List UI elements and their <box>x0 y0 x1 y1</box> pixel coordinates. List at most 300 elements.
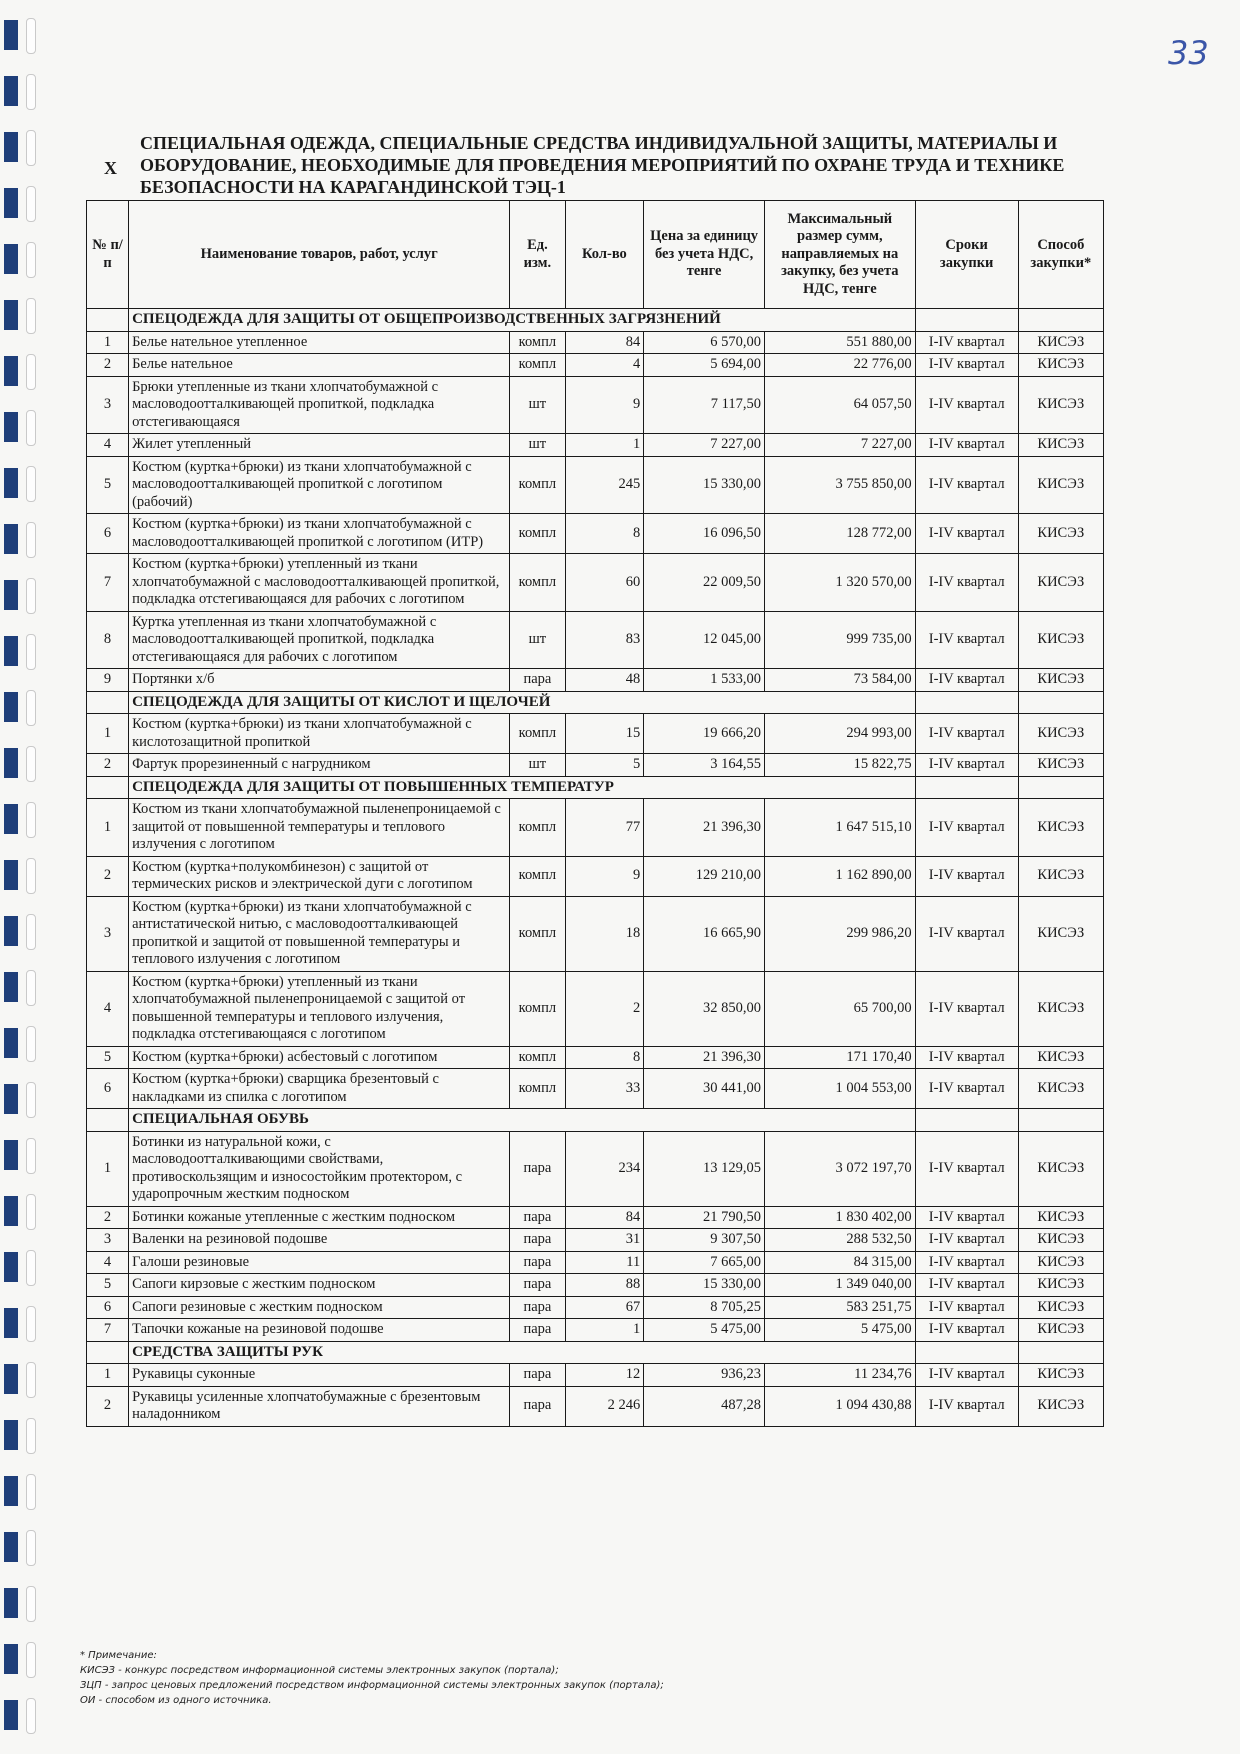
cell-num: 5 <box>87 1274 129 1297</box>
cell-total: 1 830 402,00 <box>764 1206 915 1229</box>
binding-hole <box>26 1306 36 1342</box>
binding-ring <box>4 804 18 834</box>
cell-name: Рукавицы суконные <box>129 1364 510 1387</box>
table-header-row <box>87 201 1104 309</box>
cell-period: I-IV квартал <box>915 434 1018 457</box>
header-period: Сроки закупки <box>915 201 1018 309</box>
cell-name: Костюм (куртка+брюки) из ткани хлопчатобумажной с масловодоотталкивающей пропиткой с логотипом (ИТР) <box>129 514 510 554</box>
cell-total: 999 735,00 <box>764 611 915 669</box>
table-row <box>87 376 1104 434</box>
cell-total: 65 700,00 <box>764 971 915 1046</box>
cell-qty: 84 <box>565 1206 644 1229</box>
cell-total: 551 880,00 <box>764 331 915 354</box>
cell-period: I-IV квартал <box>915 331 1018 354</box>
cell-price: 30 441,00 <box>644 1069 765 1109</box>
header-method: Способ закупки* <box>1018 201 1103 309</box>
binding-hole <box>26 1474 36 1510</box>
binding-ring <box>4 132 18 162</box>
cell-period: I-IV квартал <box>915 554 1018 612</box>
cell-price: 5 694,00 <box>644 354 765 377</box>
cell-period: I-IV квартал <box>915 1131 1018 1206</box>
cell-qty: 48 <box>565 669 644 692</box>
cell-method: КИСЭЗ <box>1018 554 1103 612</box>
cell-period: I-IV квартал <box>915 376 1018 434</box>
cell-num: 7 <box>87 1319 129 1342</box>
binding-ring <box>4 244 18 274</box>
cell-qty: 9 <box>565 376 644 434</box>
cell-period: I-IV квартал <box>915 971 1018 1046</box>
binding-ring <box>4 1588 18 1618</box>
table-row <box>87 554 1104 612</box>
cell-num: 6 <box>87 514 129 554</box>
binding-ring <box>4 356 18 386</box>
cell-total: 11 234,76 <box>764 1364 915 1387</box>
binding-ring <box>4 1364 18 1394</box>
cell-num: 6 <box>87 1296 129 1319</box>
cell-period: I-IV квартал <box>915 1319 1018 1342</box>
cell-method: КИСЭЗ <box>1018 456 1103 514</box>
cell-price: 6 570,00 <box>644 331 765 354</box>
table-row <box>87 1386 1104 1426</box>
section-title: СПЕЦОДЕЖДА ДЛЯ ЗАЩИТЫ ОТ ПОВЫШЕННЫХ ТЕМПЕРАТУР <box>129 776 916 799</box>
binding-hole <box>26 74 36 110</box>
cell-num: 2 <box>87 754 129 777</box>
cell-price: 22 009,50 <box>644 554 765 612</box>
section-empty-cell <box>915 1109 1018 1132</box>
cell-name: Костюм (куртка+брюки) из ткани хлопчатобумажной с кислотозащитной пропиткой <box>129 714 510 754</box>
binding-hole <box>26 970 36 1006</box>
cell-unit: шт <box>510 376 565 434</box>
cell-name: Сапоги резиновые с жестким подноском <box>129 1296 510 1319</box>
table-row <box>87 434 1104 457</box>
table-row <box>87 1274 1104 1297</box>
cell-qty: 9 <box>565 856 644 896</box>
cell-unit: пара <box>510 1274 565 1297</box>
section-number: X <box>104 158 117 178</box>
cell-qty: 31 <box>565 1229 644 1252</box>
table-row <box>87 856 1104 896</box>
section-header-row <box>87 776 1104 799</box>
cell-qty: 33 <box>565 1069 644 1109</box>
cell-name: Костюм из ткани хлопчатобумажной пыленепроницаемой с защитой от повышенной температуры и теплового излучения с логотипом <box>129 799 510 857</box>
table-row <box>87 754 1104 777</box>
section-empty-cell <box>87 776 129 799</box>
cell-name: Сапоги кирзовые с жестким подноском <box>129 1274 510 1297</box>
binding-hole <box>26 1082 36 1118</box>
cell-price: 7 117,50 <box>644 376 765 434</box>
section-title: СРЕДСТВА ЗАЩИТЫ РУК <box>129 1341 916 1364</box>
cell-method: КИСЭЗ <box>1018 376 1103 434</box>
binding-ring <box>4 1140 18 1170</box>
cell-num: 1 <box>87 714 129 754</box>
cell-period: I-IV квартал <box>915 456 1018 514</box>
binding-hole <box>26 130 36 166</box>
binding-ring <box>4 972 18 1002</box>
cell-period: I-IV квартал <box>915 1069 1018 1109</box>
binding-ring <box>4 860 18 890</box>
cell-num: 1 <box>87 799 129 857</box>
cell-name: Костюм (куртка+брюки) сварщика брезентовый с накладками из спилка с логотипом <box>129 1069 510 1109</box>
binding-hole <box>26 242 36 278</box>
cell-qty: 1 <box>565 1319 644 1342</box>
cell-price: 21 790,50 <box>644 1206 765 1229</box>
cell-num: 3 <box>87 1229 129 1252</box>
section-empty-cell <box>1018 1341 1103 1364</box>
cell-price: 19 666,20 <box>644 714 765 754</box>
page-number: 33 <box>1168 34 1209 72</box>
cell-period: I-IV квартал <box>915 1251 1018 1274</box>
cell-num: 2 <box>87 354 129 377</box>
cell-price: 5 475,00 <box>644 1319 765 1342</box>
binding-ring <box>4 1196 18 1226</box>
cell-price: 7 227,00 <box>644 434 765 457</box>
cell-method: КИСЭЗ <box>1018 1069 1103 1109</box>
section-empty-cell <box>87 1341 129 1364</box>
cell-qty: 2 246 <box>565 1386 644 1426</box>
cell-period: I-IV квартал <box>915 1206 1018 1229</box>
section-title: СПЕЦОДЕЖДА ДЛЯ ЗАЩИТЫ ОТ ОБЩЕПРОИЗВОДСТВЕННЫХ ЗАГРЯЗНЕНИЙ <box>129 309 916 332</box>
binding-hole <box>26 802 36 838</box>
cell-unit: пара <box>510 669 565 692</box>
binding-ring <box>4 916 18 946</box>
cell-qty: 83 <box>565 611 644 669</box>
cell-num: 6 <box>87 1069 129 1109</box>
binding-hole <box>26 1250 36 1286</box>
cell-method: КИСЭЗ <box>1018 971 1103 1046</box>
binding-hole <box>26 1530 36 1566</box>
cell-unit: компл <box>510 971 565 1046</box>
binding-hole <box>26 746 36 782</box>
cell-total: 294 993,00 <box>764 714 915 754</box>
cell-num: 3 <box>87 896 129 971</box>
cell-price: 9 307,50 <box>644 1229 765 1252</box>
cell-num: 2 <box>87 1386 129 1426</box>
cell-qty: 11 <box>565 1251 644 1274</box>
table-row <box>87 896 1104 971</box>
cell-name: Куртка утепленная из ткани хлопчатобумажной с масловодоотталкивающей пропиткой, подкладка отстегивающаяся для рабочих с логотипом <box>129 611 510 669</box>
cell-num: 4 <box>87 1251 129 1274</box>
cell-num: 2 <box>87 1206 129 1229</box>
cell-qty: 67 <box>565 1296 644 1319</box>
cell-name: Костюм (куртка+полукомбинезон) с защитой от термических рисков и электрической дуги с логотипом <box>129 856 510 896</box>
cell-num: 5 <box>87 1046 129 1069</box>
cell-method: КИСЭЗ <box>1018 714 1103 754</box>
cell-num: 7 <box>87 554 129 612</box>
cell-unit: шт <box>510 754 565 777</box>
section-header-row <box>87 1109 1104 1132</box>
title-block <box>104 132 1094 198</box>
cell-name: Костюм (куртка+брюки) утепленный из ткани хлопчатобумажной пыленепроницаемой с защитой от повышенной температуры и теплового излучения, подкладка отстегивающаяся с логотипом <box>129 971 510 1046</box>
cell-unit: пара <box>510 1131 565 1206</box>
binding-hole <box>26 1586 36 1622</box>
cell-method: КИСЭЗ <box>1018 1046 1103 1069</box>
cell-price: 21 396,30 <box>644 1046 765 1069</box>
section-empty-cell <box>915 691 1018 714</box>
header-num: № п/п <box>87 201 129 309</box>
cell-period: I-IV квартал <box>915 754 1018 777</box>
cell-total: 1 349 040,00 <box>764 1274 915 1297</box>
cell-price: 16 665,90 <box>644 896 765 971</box>
cell-period: I-IV квартал <box>915 1229 1018 1252</box>
cell-method: КИСЭЗ <box>1018 1251 1103 1274</box>
table-row <box>87 1046 1104 1069</box>
table-row <box>87 714 1104 754</box>
cell-name: Жилет утепленный <box>129 434 510 457</box>
cell-method: КИСЭЗ <box>1018 799 1103 857</box>
cell-unit: пара <box>510 1229 565 1252</box>
cell-method: КИСЭЗ <box>1018 1386 1103 1426</box>
cell-qty: 15 <box>565 714 644 754</box>
cell-total: 1 162 890,00 <box>764 856 915 896</box>
cell-total: 1 094 430,88 <box>764 1386 915 1426</box>
table-row <box>87 799 1104 857</box>
table-body <box>87 309 1104 1427</box>
cell-name: Костюм (куртка+брюки) асбестовый с логотипом <box>129 1046 510 1069</box>
cell-total: 1 320 570,00 <box>764 554 915 612</box>
binding-ring <box>4 300 18 330</box>
cell-period: I-IV квартал <box>915 896 1018 971</box>
binding-ring <box>4 1476 18 1506</box>
footnote-line: КИСЭЗ - конкурс посредством информационной системы электронных закупок (портала); <box>80 1665 559 1676</box>
binding-ring <box>4 468 18 498</box>
binding-ring <box>4 1532 18 1562</box>
cell-qty: 245 <box>565 456 644 514</box>
binding-hole <box>26 522 36 558</box>
cell-price: 21 396,30 <box>644 799 765 857</box>
table-row <box>87 456 1104 514</box>
header-name: Наименование товаров, работ, услуг <box>129 201 510 309</box>
cell-name: Костюм (куртка+брюки) из ткани хлопчатобумажной с масловодоотталкивающей пропиткой с логотипом (рабочий) <box>129 456 510 514</box>
cell-period: I-IV квартал <box>915 856 1018 896</box>
cell-period: I-IV квартал <box>915 514 1018 554</box>
cell-qty: 5 <box>565 754 644 777</box>
section-empty-cell <box>915 309 1018 332</box>
section-empty-cell <box>1018 1109 1103 1132</box>
footnote-line: * Примечание: <box>80 1650 157 1661</box>
cell-total: 1 647 515,10 <box>764 799 915 857</box>
section-empty-cell <box>1018 309 1103 332</box>
cell-qty: 84 <box>565 331 644 354</box>
cell-unit: компл <box>510 354 565 377</box>
table-row <box>87 1206 1104 1229</box>
cell-name: Костюм (куртка+брюки) утепленный из ткани хлопчатобумажной с масловодоотталкивающей пропиткой, подкладка отстегивающаяся для рабочих с логотипом <box>129 554 510 612</box>
table-row <box>87 354 1104 377</box>
cell-method: КИСЭЗ <box>1018 1229 1103 1252</box>
cell-method: КИСЭЗ <box>1018 856 1103 896</box>
cell-unit: компл <box>510 1046 565 1069</box>
cell-method: КИСЭЗ <box>1018 434 1103 457</box>
cell-name: Валенки на резиновой подошве <box>129 1229 510 1252</box>
section-empty-cell <box>915 776 1018 799</box>
cell-total: 171 170,40 <box>764 1046 915 1069</box>
cell-name: Тапочки кожаные на резиновой подошве <box>129 1319 510 1342</box>
footnote-line: ЗЦП - запрос ценовых предложений посредством информационной системы электронных закупок (портала); <box>80 1680 664 1691</box>
binding-hole <box>26 1642 36 1678</box>
cell-total: 15 822,75 <box>764 754 915 777</box>
cell-name: Костюм (куртка+брюки) из ткани хлопчатобумажной с антистатической нитью, с масловодоотталкивающей пропиткой и защитой от повышенной температуры и теплового излучения с логотипом <box>129 896 510 971</box>
table-row <box>87 1229 1104 1252</box>
cell-method: КИСЭЗ <box>1018 1206 1103 1229</box>
cell-unit: шт <box>510 434 565 457</box>
binding-ring <box>4 580 18 610</box>
cell-method: КИСЭЗ <box>1018 331 1103 354</box>
binding-hole <box>26 1698 36 1734</box>
cell-price: 32 850,00 <box>644 971 765 1046</box>
binding-ring <box>4 748 18 778</box>
binding-hole <box>26 298 36 334</box>
cell-unit: компл <box>510 896 565 971</box>
cell-qty: 2 <box>565 971 644 1046</box>
cell-method: КИСЭЗ <box>1018 669 1103 692</box>
section-empty-cell <box>87 309 129 332</box>
cell-period: I-IV квартал <box>915 799 1018 857</box>
cell-method: КИСЭЗ <box>1018 896 1103 971</box>
cell-num: 9 <box>87 669 129 692</box>
cell-num: 5 <box>87 456 129 514</box>
binding-ring <box>4 1308 18 1338</box>
section-empty-cell <box>87 691 129 714</box>
table-row <box>87 611 1104 669</box>
cell-qty: 77 <box>565 799 644 857</box>
binding-hole <box>26 858 36 894</box>
cell-price: 129 210,00 <box>644 856 765 896</box>
section-empty-cell <box>87 1109 129 1132</box>
cell-price: 8 705,25 <box>644 1296 765 1319</box>
binding-hole <box>26 410 36 446</box>
cell-qty: 8 <box>565 514 644 554</box>
cell-unit: пара <box>510 1251 565 1274</box>
footnote <box>80 1648 664 1708</box>
binding-hole <box>26 186 36 222</box>
binding-hole <box>26 914 36 950</box>
cell-total: 3 072 197,70 <box>764 1131 915 1206</box>
section-empty-cell <box>915 1341 1018 1364</box>
cell-total: 3 755 850,00 <box>764 456 915 514</box>
section-empty-cell <box>1018 776 1103 799</box>
cell-num: 3 <box>87 376 129 434</box>
cell-qty: 88 <box>565 1274 644 1297</box>
cell-unit: пара <box>510 1319 565 1342</box>
cell-total: 583 251,75 <box>764 1296 915 1319</box>
table-row <box>87 1131 1104 1206</box>
cell-price: 1 533,00 <box>644 669 765 692</box>
cell-period: I-IV квартал <box>915 1386 1018 1426</box>
header-price: Цена за единицу без учета НДС, тенге <box>644 201 765 309</box>
section-title: СПЕЦИАЛЬНАЯ ОБУВЬ <box>129 1109 916 1132</box>
binding-ring <box>4 1252 18 1282</box>
cell-method: КИСЭЗ <box>1018 754 1103 777</box>
cell-total: 73 584,00 <box>764 669 915 692</box>
cell-qty: 4 <box>565 354 644 377</box>
cell-num: 8 <box>87 611 129 669</box>
cell-qty: 18 <box>565 896 644 971</box>
cell-qty: 60 <box>565 554 644 612</box>
cell-period: I-IV квартал <box>915 1364 1018 1387</box>
cell-name: Белье нательное утепленное <box>129 331 510 354</box>
binding-hole <box>26 466 36 502</box>
cell-period: I-IV квартал <box>915 1296 1018 1319</box>
cell-method: КИСЭЗ <box>1018 1319 1103 1342</box>
cell-unit: пара <box>510 1206 565 1229</box>
cell-name: Фартук прорезиненный с нагрудником <box>129 754 510 777</box>
section-empty-cell <box>1018 691 1103 714</box>
section-header-row <box>87 1341 1104 1364</box>
header-total: Максимальный размер сумм, направляемых на закупку, без учета НДС, тенге <box>764 201 915 309</box>
cell-price: 12 045,00 <box>644 611 765 669</box>
cell-qty: 1 <box>565 434 644 457</box>
binding-hole <box>26 1418 36 1454</box>
cell-total: 84 315,00 <box>764 1251 915 1274</box>
cell-total: 22 776,00 <box>764 354 915 377</box>
cell-total: 299 986,20 <box>764 896 915 971</box>
cell-num: 4 <box>87 971 129 1046</box>
section-header-row <box>87 309 1104 332</box>
cell-period: I-IV квартал <box>915 1274 1018 1297</box>
footnote-line: ОИ - способом из одного источника. <box>80 1695 272 1706</box>
binding-hole <box>26 690 36 726</box>
cell-num: 1 <box>87 331 129 354</box>
cell-total: 288 532,50 <box>764 1229 915 1252</box>
cell-num: 1 <box>87 1131 129 1206</box>
cell-name: Портянки х/б <box>129 669 510 692</box>
cell-method: КИСЭЗ <box>1018 1274 1103 1297</box>
cell-price: 3 164,55 <box>644 754 765 777</box>
cell-price: 16 096,50 <box>644 514 765 554</box>
table-row <box>87 331 1104 354</box>
table-row <box>87 1069 1104 1109</box>
binding-hole <box>26 354 36 390</box>
binding-hole <box>26 1362 36 1398</box>
cell-name: Галоши резиновые <box>129 1251 510 1274</box>
binding-ring <box>4 1084 18 1114</box>
cell-period: I-IV квартал <box>915 714 1018 754</box>
binding-ring <box>4 1700 18 1730</box>
section-header-row <box>87 691 1104 714</box>
header-qty: Кол-во <box>565 201 644 309</box>
cell-period: I-IV квартал <box>915 1046 1018 1069</box>
table-row <box>87 1296 1104 1319</box>
binding-ring <box>4 20 18 50</box>
binding-ring <box>4 76 18 106</box>
table-row <box>87 1364 1104 1387</box>
cell-unit: компл <box>510 714 565 754</box>
cell-total: 1 004 553,00 <box>764 1069 915 1109</box>
binding-hole <box>26 18 36 54</box>
binding-ring <box>4 692 18 722</box>
binding-ring <box>4 636 18 666</box>
cell-qty: 234 <box>565 1131 644 1206</box>
binding-hole <box>26 634 36 670</box>
cell-name: Рукавицы усиленные хлопчатобумажные с брезентовым наладонником <box>129 1386 510 1426</box>
cell-price: 487,28 <box>644 1386 765 1426</box>
cell-method: КИСЭЗ <box>1018 514 1103 554</box>
binding-ring <box>4 412 18 442</box>
binding-hole <box>26 1138 36 1174</box>
cell-price: 936,23 <box>644 1364 765 1387</box>
cell-price: 15 330,00 <box>644 1274 765 1297</box>
cell-method: КИСЭЗ <box>1018 1364 1103 1387</box>
cell-name: Ботинки кожаные утепленные с жестким подноском <box>129 1206 510 1229</box>
section-title: СПЕЦОДЕЖДА ДЛЯ ЗАЩИТЫ ОТ КИСЛОТ И ЩЕЛОЧЕЙ <box>129 691 916 714</box>
cell-num: 4 <box>87 434 129 457</box>
cell-unit: компл <box>510 799 565 857</box>
table-row <box>87 1319 1104 1342</box>
binding-ring <box>4 1028 18 1058</box>
cell-method: КИСЭЗ <box>1018 1296 1103 1319</box>
binding-hole <box>26 1194 36 1230</box>
cell-unit: компл <box>510 554 565 612</box>
binding-ring <box>4 1420 18 1450</box>
